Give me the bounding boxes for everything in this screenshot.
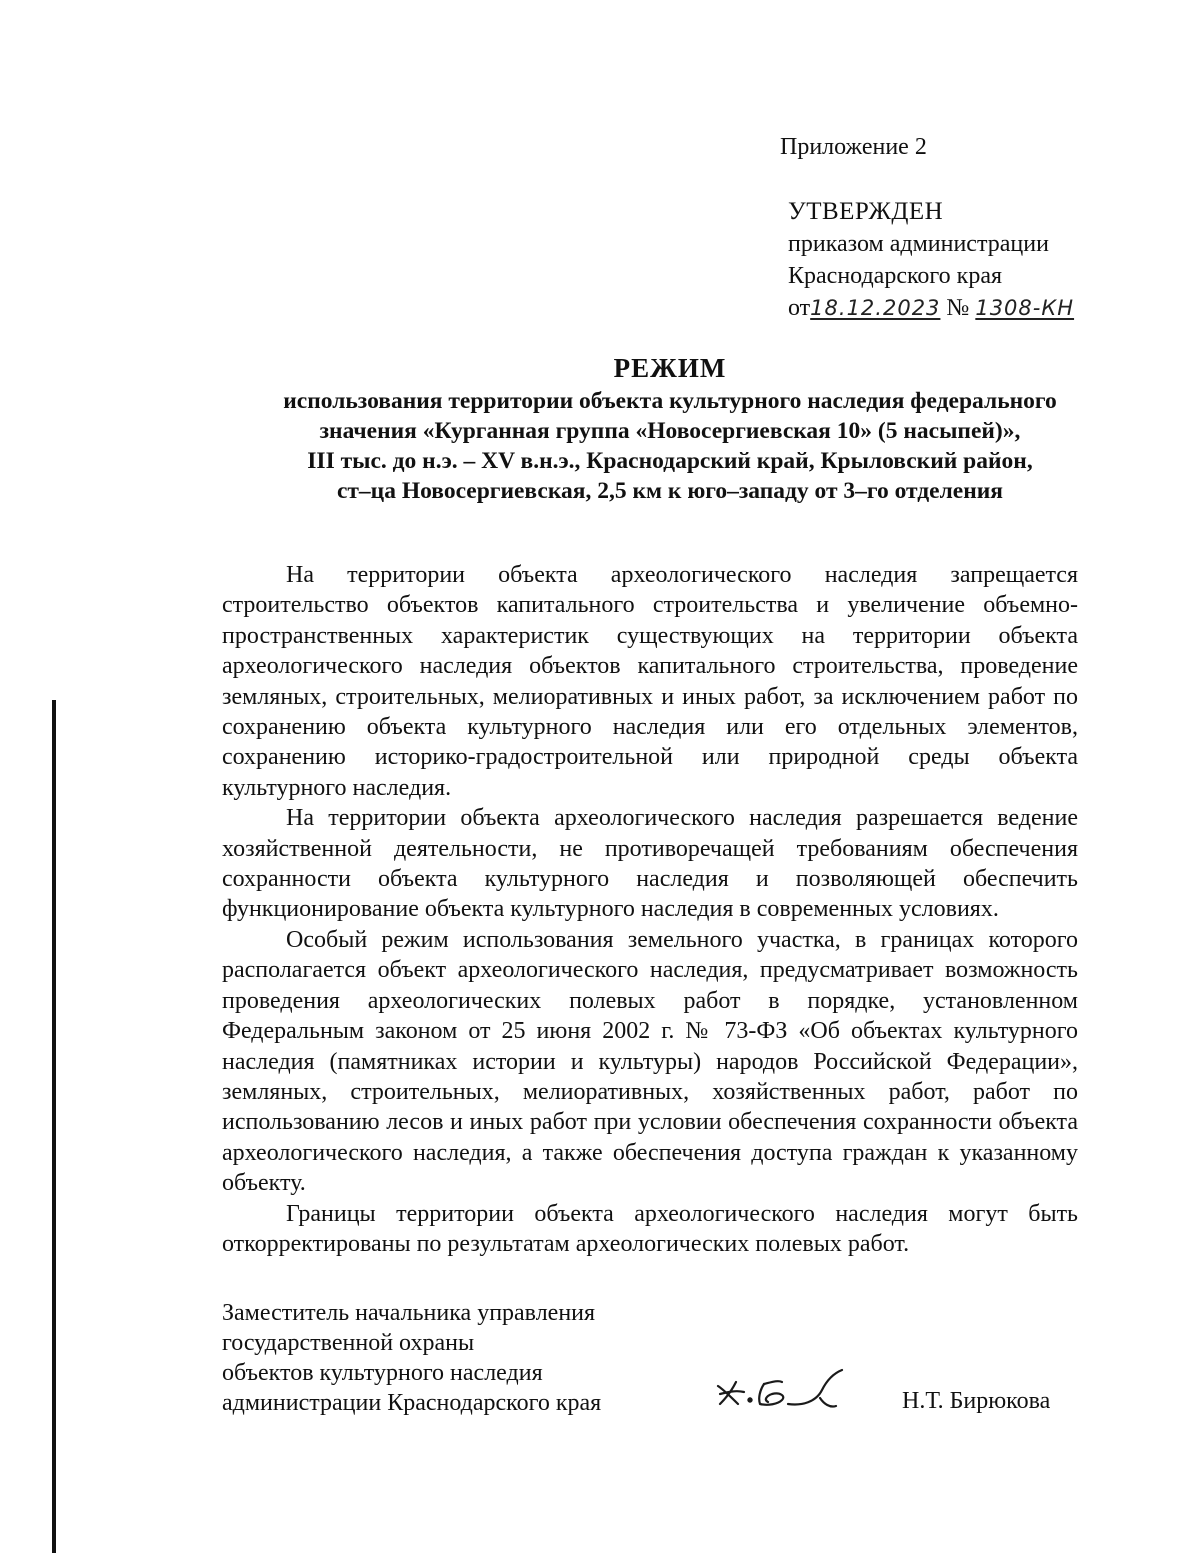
- signer-position-line-3: объектов культурного наследия: [222, 1360, 543, 1386]
- order-date-number: [788, 292, 1074, 324]
- appendix-label: Приложение 2: [780, 134, 927, 160]
- scan-edge-line: [52, 700, 56, 1553]
- number-prefix: №: [946, 295, 970, 321]
- title-line-2: значения «Курганная группа «Новосергиевская 10» (5 насыпей)»,: [319, 418, 1021, 444]
- order-date: 18.12.2023: [810, 296, 941, 320]
- body-paragraph-1: На территории объекта археологического наследия запрещается строительство объектов капитального строительства и увеличение объемно-пространственных характеристик существующих на территории объекта археологического наследия объектов капитального строительства, проведение земляных, строительных, мелиоративных и иных работ, за исключением работ по сохранению объекта культурного наследия или его отдельных элементов, сохранению историко-градостроительной или природной среды объекта культурного наследия.: [222, 562, 1078, 801]
- signer-position: [222, 1298, 601, 1418]
- approval-stamp-block: [788, 196, 1074, 324]
- document-body: [222, 560, 1078, 1259]
- signer-position-line-4: администрации Краснодарского края: [222, 1390, 602, 1416]
- date-prefix: от: [788, 295, 811, 321]
- body-paragraph-2: На территории объекта археологического наследия разрешается ведение хозяйственной деятельности, не противоречащей требованиям обеспечения сохранности объекта культурного наследия и позволяющей обеспечить функционирование объекта культурного наследия в современных условиях.: [222, 805, 1078, 923]
- approval-line-2: Краснодарского края: [788, 263, 1003, 289]
- signer-position-line-1: Заместитель начальника управления: [222, 1300, 596, 1326]
- document-title: [160, 350, 1180, 506]
- signer-position-line-2: государственной охраны: [222, 1330, 475, 1356]
- title-line-1: использования территории объекта культурного наследия федерального: [283, 388, 1057, 414]
- body-paragraph-4: Границы территории объекта археологического наследия могут быть откорректированы по результатам археологических полевых работ.: [222, 1200, 1078, 1257]
- order-number: 1308-КН: [975, 296, 1075, 320]
- signer-name: Н.Т. Бирюкова: [902, 1388, 1051, 1414]
- title-line-3: III тыс. до н.э. – XV в.н.э., Краснодарский край, Крыловский район,: [307, 448, 1033, 474]
- handwritten-signature: [712, 1360, 852, 1420]
- approval-status: УТВЕРЖДЕН: [788, 198, 944, 225]
- title-line-4: ст–ца Новосергиевская, 2,5 км к юго–западу от 3–го отделения: [336, 478, 1004, 504]
- title-main: РЕЖИМ: [613, 353, 727, 383]
- body-paragraph-3: Особый режим использования земельного участка, в границах которого располагается объект археологического наследия, предусматривает возможность проведения археологических полевых работ в порядке, установленном Федеральным законом от 25 июня 2002 г. № 73-ФЗ «Об объектах культурного наследия (памятниках истории и культуры) народов Российской Федерации», земляных, строительных, мелиоративных, хозяйственных работ, работ по использованию лесов и иных работ при условии обеспечения сохранности объекта археологического наследия, а также обеспечения доступа граждан к указанному объекту.: [222, 926, 1078, 1197]
- approval-line-1: приказом администрации: [788, 231, 1049, 257]
